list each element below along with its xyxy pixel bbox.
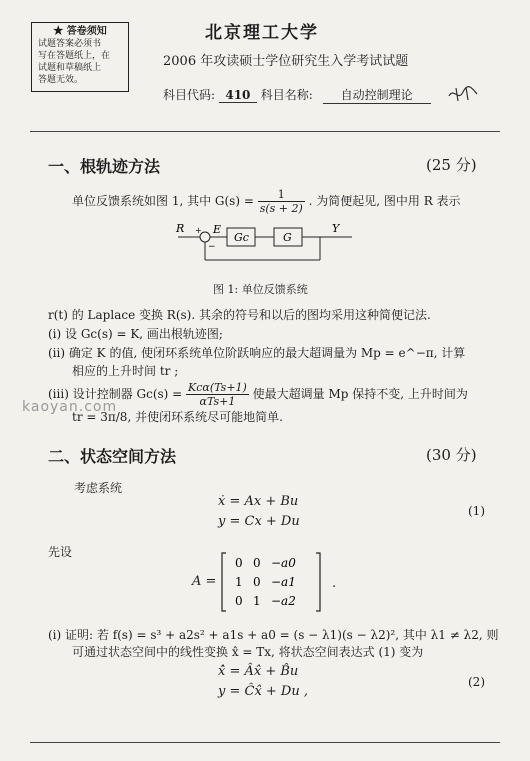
question-iii-text-b: 使最大超调量 Mp 保持不变, 上升时间为 [252,387,468,401]
equation-number-2: (2) [468,675,485,689]
input-label: R [176,222,185,235]
school-name: 北京理工大学 [205,23,319,43]
question-i: (i) 设 Gc(s) = K, 画出根轨迹图; [48,327,223,341]
matrix-entry: 1 [253,594,261,608]
controller-transfer-function [186,381,249,408]
output-label: Y [332,222,340,235]
output-equation: y = Cx + Du [218,514,300,529]
notice-line: 试题答案必须书 [38,39,102,49]
notice-title: ★ 答卷须知 [53,26,107,37]
code-label: 科目代码: [163,88,216,102]
ctrl-numerator: Kcα(Ts+1) [188,381,247,394]
notice-line: 答题无效。 [38,75,84,85]
handwritten-mark-icon [446,84,480,104]
transformed-output-equation: y = Ĉx̂ + Du , [218,684,308,699]
section-2-title: 二、状态空间方法 [48,447,177,466]
question-iii-text-a: (iii) 设计控制器 Gc(s) = [48,387,183,401]
answer-notice-box [31,22,129,92]
error-label: E [213,223,222,236]
matrix-entry: −a1 [271,575,296,589]
section-2-score: (30 分) [426,446,477,464]
minus-sign: − [208,242,216,252]
matrix-entry: 1 [235,575,243,589]
section-1-score: (25 分) [426,156,477,174]
block-diagram [170,220,360,270]
matrix-entry: −a0 [271,556,296,570]
matrix-entry: 0 [235,594,243,608]
consider-system: 考虑系统 [74,481,123,495]
section-1-title: 一、根轨迹方法 [48,157,161,176]
intro-text-a: 单位反馈系统如图 1, 其中 G(s) = [72,194,254,208]
ctrl-denominator: αTs+1 [199,395,236,408]
notice-line: 写在答题纸上，在 [38,51,111,61]
matrix-entry: 0 [253,575,261,589]
matrix-a [219,551,329,613]
tf-denominator: s(s + 2) [259,202,303,215]
watermark: kaoyan.com [22,399,118,415]
proof-question-cont: 可通过状态空间中的线性变换 x̂ = Tx, 将状态空间表达式 (1) 变为 [72,645,424,659]
state-equation: ẋ = Ax + Bu [218,494,299,509]
laplace-note: r(t) 的 Laplace 变换 R(s). 其余的符号和以后的图均采用这种简便记法. [48,308,431,322]
question-iii-cont: tr = 3π/8, 并使闭环系统尽可能地简单. [72,410,283,424]
name-label: 科目名称: [260,88,313,102]
controller-label: Gc [234,231,249,244]
matrix-entry: 0 [235,556,243,570]
plant-label: G [283,231,292,244]
subject-line [163,86,431,104]
matrix-lhs: A = [192,574,217,589]
figure-caption: 图 1: 单位反馈系统 [213,283,308,296]
plant-transfer-function [258,188,305,215]
section-1-intro [72,188,461,215]
name-value: 自动控制理论 [323,86,431,104]
plus-sign: + [195,226,202,235]
assume-text: 先设 [48,545,73,559]
exam-title: 2006 年攻读硕士学位研究生入学考试试题 [163,54,409,69]
top-divider [30,131,500,132]
question-ii-cont: 相应的上升时间 tr ; [72,364,179,378]
matrix-entry: −a2 [271,594,296,608]
code-value: 410 [219,88,257,103]
transformed-state-equation: x̂̇ = Âx̂ + B̂u [218,664,299,679]
matrix-entry: 0 [253,556,261,570]
matrix-period: . [332,576,337,591]
proof-question: (i) 证明: 若 f(s) = s³ + a2s² + a1s + a0 = (s − λ1)(s − λ2)², 其中 λ1 ≠ λ2, 则 [48,628,499,642]
equation-number-1: (1) [468,504,485,518]
tf-numerator: 1 [258,188,305,202]
bottom-divider [30,742,500,743]
notice-line: 试题和草稿纸上 [38,63,102,73]
question-ii: (ii) 确定 K 的值, 使闭环系统单位阶跃响应的最大超调量为 Mp = e^−π, 计算 [48,346,466,360]
intro-text-b: . 为简便起见, 图中用 R 表示 [308,194,461,208]
